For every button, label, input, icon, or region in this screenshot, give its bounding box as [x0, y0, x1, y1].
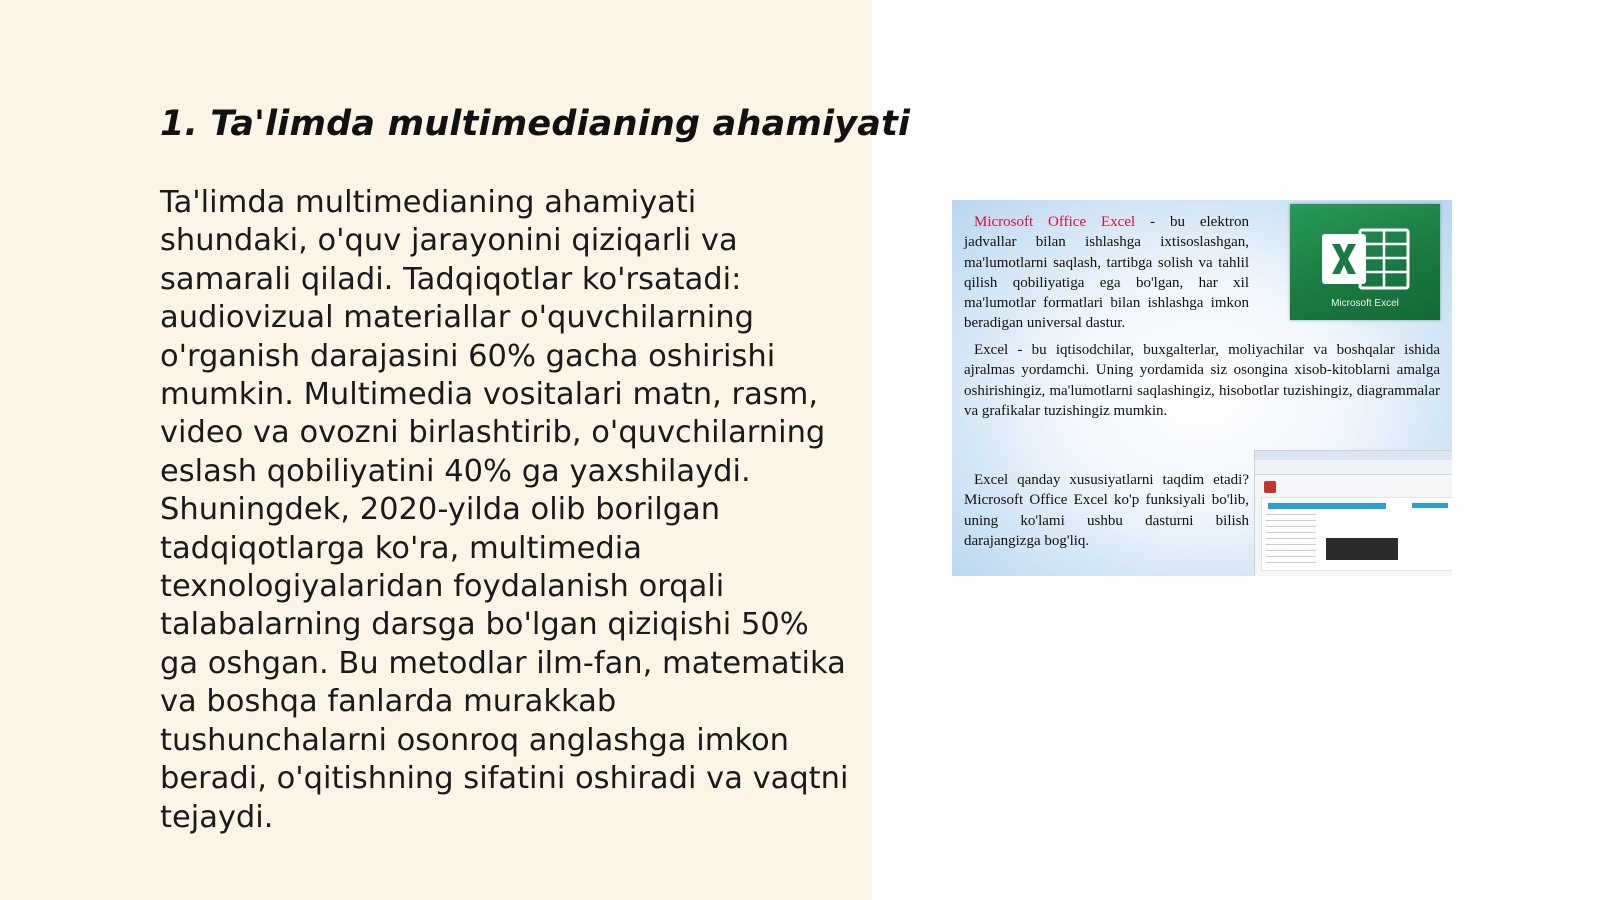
figure-paragraph-1 [964, 212, 1249, 334]
slide-body-text: Ta'limda multimedianing ahamiyati shundaki, o'quv jarayonini qiziqarli va samarali qiladi. Tadqiqotlar ko'rsatadi: audiovizual materiallar o'quvchilarning o'rganish darajasini 60% gacha oshirishi mumkin. Multimedia vositalari matn, rasm, video va ovozni birlashtirib, o'quvchilarning eslash qobiliyatini 40% ga yaxshilaydi. Shuningdek, 2020-yilda olib borilgan tadqiqotlarga ko'ra, multimedia texnologiyalaridan foydalanish orqali talabalarning darsga bo'lgan qiziqishi 50% ga oshgan. Bu metodlar ilm-fan, matematika va boshqa fanlarda murakkab tushunchalarni osonroq anglashga imkon beradi, o'qitishning sifatini oshiradi va vaqtni tejaydi. [160, 185, 849, 835]
figure-paragraph-2: Excel - bu iqtisodchilar, buxgalterlar, moliyachilar va boshqalar ishida ajralmas yordamchi. Uning yordamida siz osongina xisob-kitoblarni amalga oshirishingiz, ma'lumotlarni saqlashingiz, hisobotlar tuzishingiz, diagrammalar va grafikalar tuzishingiz mumkin. [964, 342, 1440, 419]
screenshot-rows [1266, 514, 1316, 564]
excel-logo-icon [1320, 226, 1412, 292]
excel-logo [1290, 204, 1440, 320]
screenshot-dark-block [1326, 538, 1398, 560]
microsoft-excel-highlight: Microsoft Office Excel [974, 214, 1136, 230]
screenshot-ribbon [1255, 460, 1452, 475]
figure-paragraph-3: Excel qanday xususiyatlarni taqdim etadi? Microsoft Office Excel ko'p funksiyali bo'lib, uning ko'lami ushbu dasturni bilish darajangizga bog'liq. [964, 472, 1249, 549]
figure-paragraph-1-text: - bu elektron jadvallar bilan ishlashga ixtisoslashgan, ma'lumotlarni saqlash, tartibga solish va tahlil qilish qobiliyatiga ega bo'lgan, har xil ma'lumotlar formatlari bilan ishlashga imkon beradigan universal dastur. [964, 214, 1250, 332]
screenshot-titlebar [1255, 451, 1452, 460]
screenshot-sheet [1261, 497, 1452, 571]
excel-window-screenshot [1254, 450, 1452, 576]
excel-logo-caption: Microsoft Excel [1331, 298, 1399, 309]
slide-title: 1. Ta'limda multimedianing ahamiyati [160, 104, 911, 144]
screenshot-highlight-bar-small [1412, 503, 1448, 508]
screenshot-app-icon [1264, 481, 1276, 493]
excel-info-figure [952, 200, 1452, 576]
screenshot-highlight-bar [1268, 503, 1386, 509]
